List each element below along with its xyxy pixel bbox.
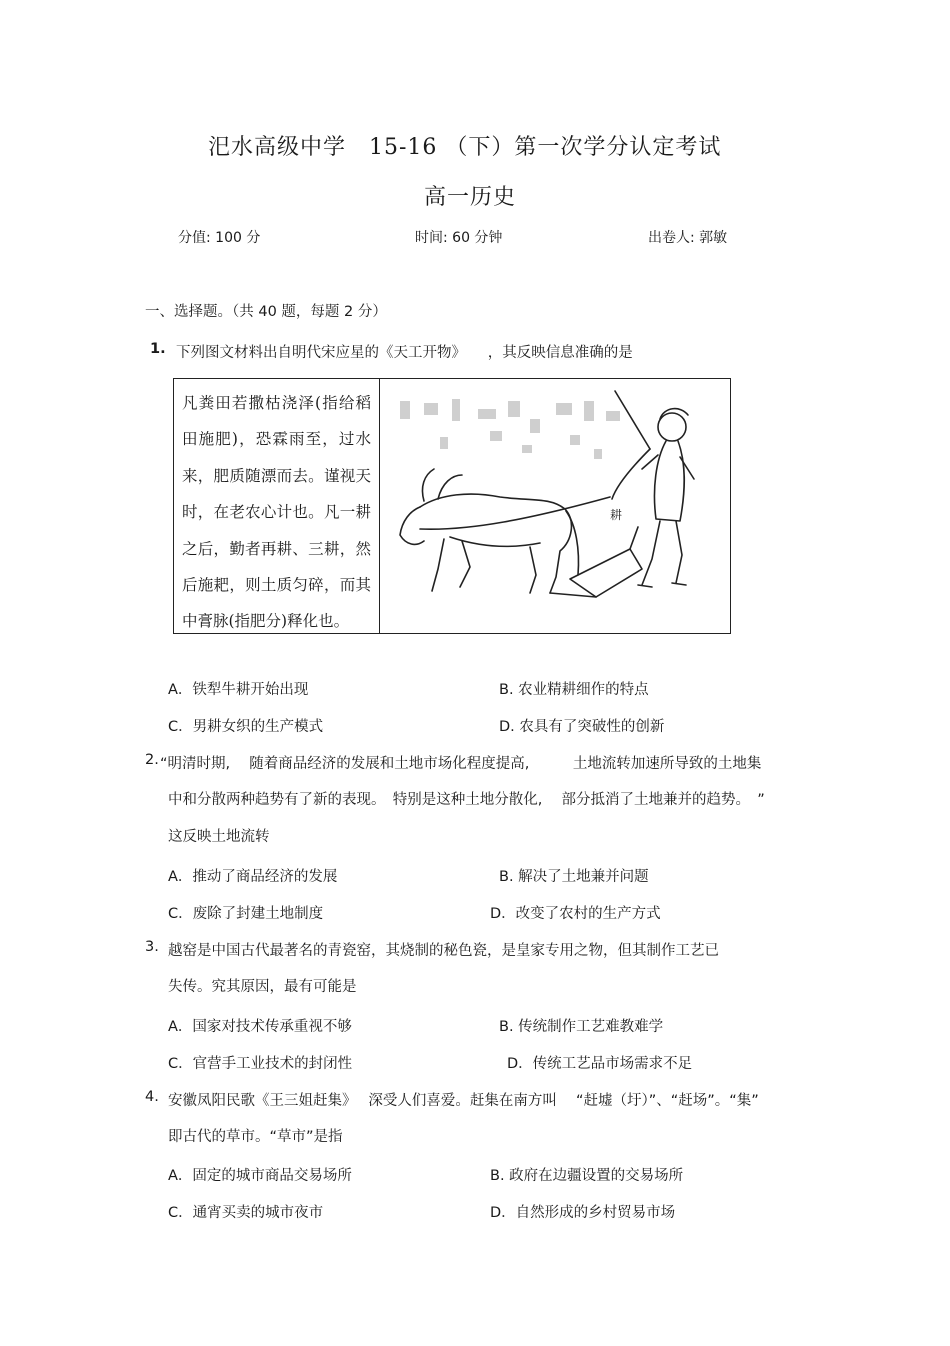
- exam-title: 汜水高级中学 15-16 （下）第一次学分认定考试: [208, 135, 722, 160]
- question-2-option-b[interactable]: B. 解决了土地兼并问题: [499, 869, 649, 885]
- score-info: 分值: 100 分: [178, 230, 261, 246]
- question-4-number: 4.: [145, 1089, 159, 1105]
- question-2-line-3: 这反映土地流转: [168, 829, 270, 845]
- question-1-option-b[interactable]: B. 农业精耕细作的特点: [499, 682, 649, 698]
- question-2-option-c[interactable]: C．废除了封建土地制度: [168, 906, 324, 922]
- question-2-line-1: “明清时期, 随着商品经济的发展和土地市场化程度提高, 土地流转加速所导致的土地集: [160, 756, 762, 772]
- question-3-line-2: 失传。究其原因，最有可能是: [168, 979, 357, 995]
- plow-label: 耕: [610, 508, 623, 522]
- question-3-option-b[interactable]: B. 传统制作工艺难教难学: [499, 1019, 664, 1035]
- section-heading: 一、选择题。（共 40 题，每题 2 分）: [145, 304, 387, 320]
- question-2-option-a[interactable]: A．推动了商品经济的发展: [168, 869, 338, 885]
- question-3-line-1: 越窑是中国古代最著名的青瓷窑，其烧制的秘色瓷，是皇家专用之物，但其制作工艺已: [168, 943, 719, 959]
- question-3-option-a[interactable]: A．国家对技术传承重视不够: [168, 1019, 352, 1035]
- question-1-number: 1.: [150, 341, 166, 357]
- question-4-line-2: 即古代的草市。“草市”是指: [168, 1129, 343, 1145]
- question-2-number: 2.: [145, 752, 159, 768]
- question-4-option-c[interactable]: C．通宵买卖的城市夜市: [168, 1205, 324, 1221]
- plowing-illustration: [380, 379, 730, 633]
- question-4-option-b[interactable]: B. 政府在边疆设置的交易场所: [490, 1168, 684, 1184]
- exam-subtitle: 高一历史: [424, 185, 517, 210]
- question-2-line-2: 中和分散两种趋势有了新的表现。 特别是这种土地分散化, 部分抵消了土地兼并的趋势。 ”: [168, 792, 765, 808]
- question-3-option-d[interactable]: D．传统工艺品市场需求不足: [507, 1056, 693, 1072]
- figure-quote-text: 凡粪田若撒枯浇泽(指给稻田施肥)，恐霖雨至，过水来，肥质随漂而去。谨视天时，在老农心计也。凡一耕之后，勤者再耕、三耕，然后施耙，则土质匀碎，而其中膏脉(指肥分)释化也。: [174, 379, 380, 633]
- question-1-stem: 下列图文材料出自明代宋应星的《天工开物》 ，其反映信息准确的是: [176, 345, 633, 361]
- question-3-number: 3.: [145, 939, 159, 955]
- author-info: 出卷人: 郭敏: [648, 230, 728, 246]
- question-2-option-d[interactable]: D．改变了农村的生产方式: [490, 906, 661, 922]
- question-3-option-c[interactable]: C．官营手工业技术的封闭性: [168, 1056, 353, 1072]
- question-1-option-c[interactable]: C．男耕女织的生产模式: [168, 719, 324, 735]
- question-4-option-a[interactable]: A．固定的城市商品交易场所: [168, 1168, 352, 1184]
- question-1-option-a[interactable]: A．铁犁牛耕开始出现: [168, 682, 309, 698]
- question-4-option-d[interactable]: D．自然形成的乡村贸易市场: [490, 1205, 676, 1221]
- question-4-line-1: 安徽凤阳民歌《王三姐赶集》 深受人们喜爱。赶集在南方叫 “赶墟（圩）”、“赶场”。“集”: [168, 1093, 759, 1109]
- question-1-option-d[interactable]: D. 农具有了突破性的创新: [499, 719, 665, 735]
- time-info: 时间: 60 分钟: [415, 230, 503, 246]
- question-1-figure: [173, 378, 731, 634]
